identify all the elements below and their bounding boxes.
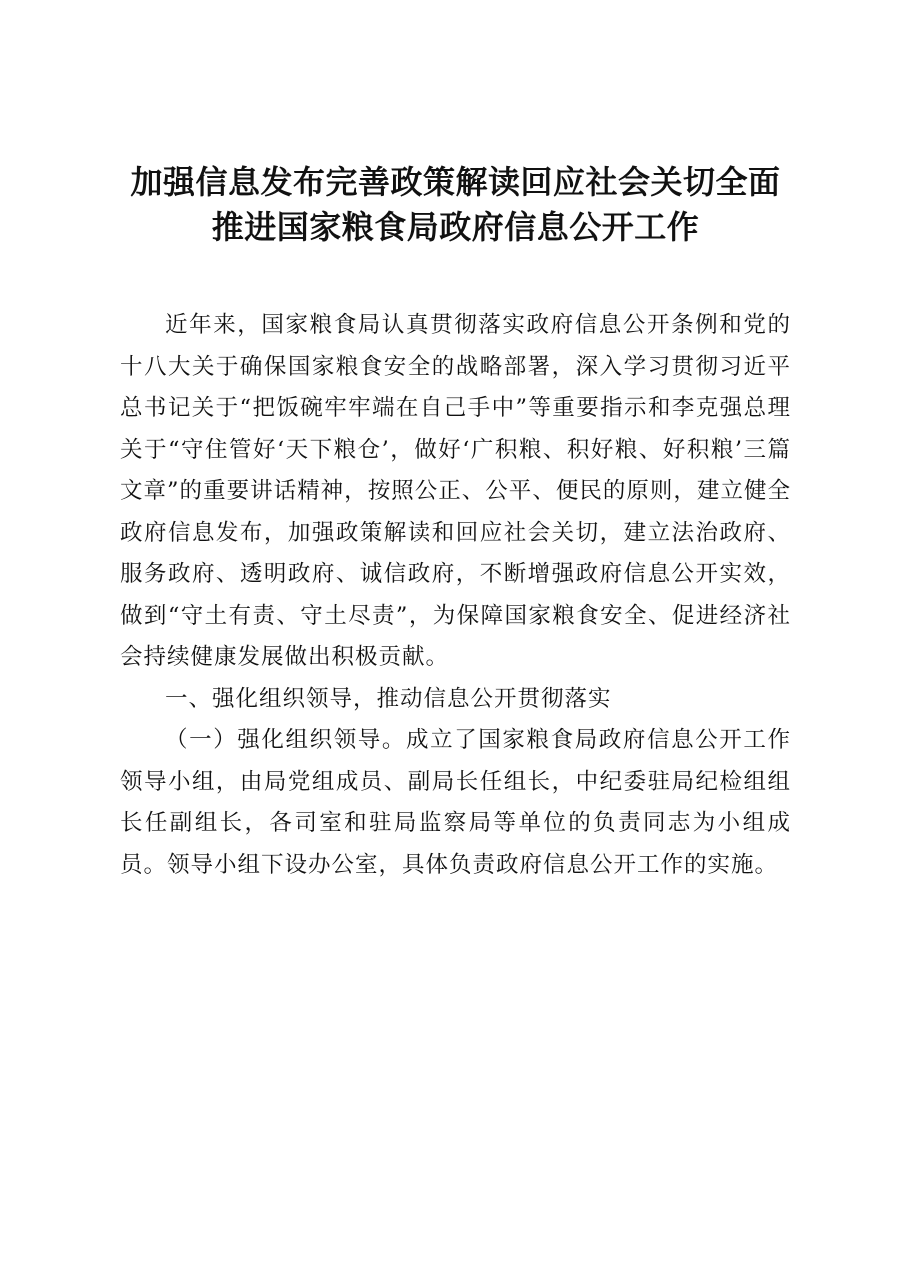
- document-body: [120, 305, 791, 886]
- subsection-paragraph: （一）强化组织领导。成立了国家粮食局政府信息公开工作领导小组，由局党组成员、副局长任组长，中纪委驻局纪检组组长任副组长，各司室和驻局监察局等单位的负责同志为小组成员。领导小组下设办公室，具体负责政府信息公开工作的实施。: [120, 727, 791, 878]
- intro-paragraph: 近年来，国家粮食局认真贯彻落实政府信息公开条例和党的十八大关于确保国家粮食安全的战略部署，深入学习贯彻习近平总书记关于“把饭碗牢牢端在自己手中”等重要指示和李克强总理关于“守住管好‘天下粮仓’，做好‘广积粮、积好粮、好积粮’三篇文章”的重要讲话精神，按照公正、公平、便民的原则，建立健全政府信息发布，加强政策解读和回应社会关切，建立法治政府、服务政府、透明政府、诚信政府，不断增强政府信息公开实效，做到“守土有责、守土尽责”，为保障国家粮食安全、促进经济社会持续健康发展做出积极贡献。: [120, 312, 791, 670]
- document-title: [120, 160, 791, 250]
- document-title-line-2: 推进国家粮食局政府信息公开工作: [211, 208, 700, 246]
- section-heading: 一、强化组织领导，推动信息公开贯彻落实: [165, 685, 612, 712]
- document-title-line-1: 加强信息发布完善政策解读回应社会关切全面: [130, 163, 781, 201]
